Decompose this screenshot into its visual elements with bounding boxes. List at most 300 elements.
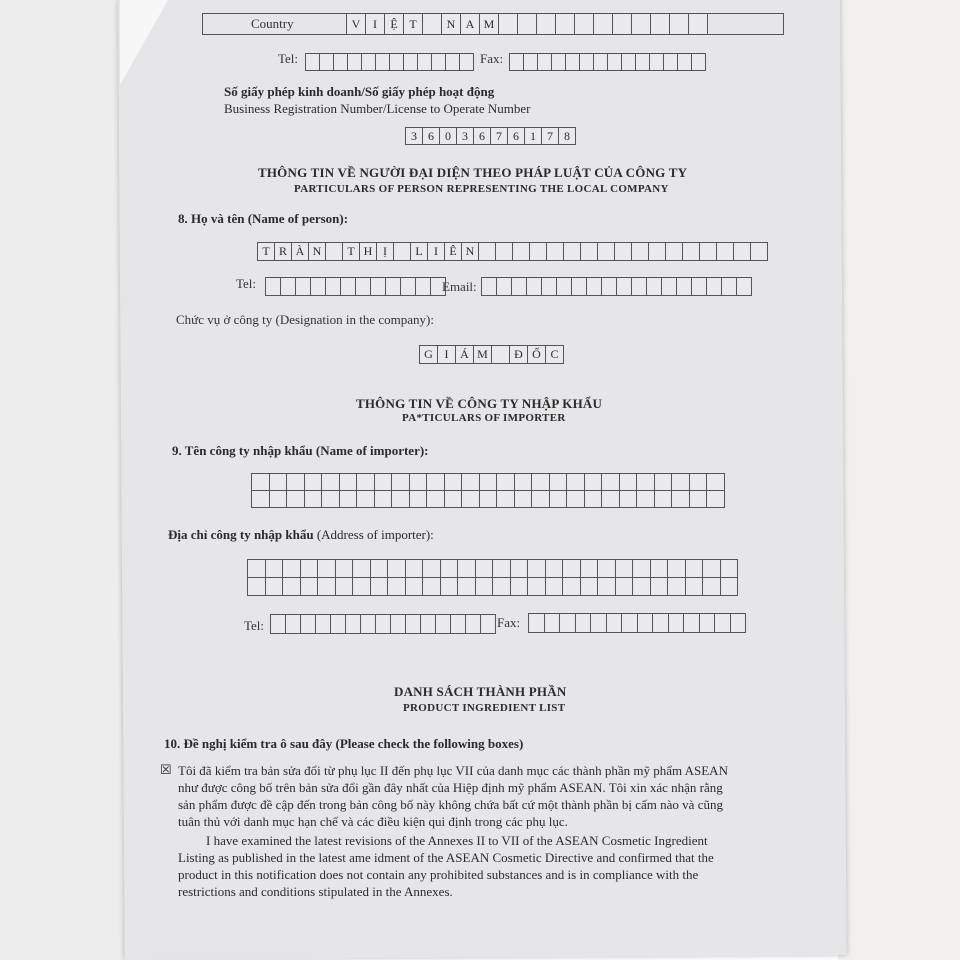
char-cell	[510, 577, 529, 596]
char-cell	[510, 559, 529, 578]
char-cell	[669, 13, 689, 35]
char-cell	[607, 53, 622, 71]
char-cell	[631, 242, 649, 261]
char-cell: I	[427, 242, 445, 261]
char-cell	[593, 53, 608, 71]
char-cell	[514, 473, 533, 491]
company-fax-cells[interactable]	[510, 53, 706, 71]
char-cell	[247, 559, 266, 578]
char-cell	[509, 53, 524, 71]
char-cell: 0	[439, 127, 457, 145]
char-cell	[475, 577, 494, 596]
char-cell	[269, 490, 288, 508]
char-cell: 6	[507, 127, 525, 145]
char-cell	[426, 473, 445, 491]
char-cell	[321, 490, 340, 508]
char-cell	[580, 577, 599, 596]
char-cell: 7	[490, 127, 508, 145]
grid-row	[252, 490, 725, 508]
char-cell	[671, 473, 690, 491]
char-cell: L	[410, 242, 428, 261]
license-label-vi: Số giấy phép kinh doanh/Số giấy phép hoạt động	[224, 84, 495, 99]
char-cell	[440, 559, 459, 578]
char-cell	[478, 242, 496, 261]
char-cell: 3	[405, 127, 423, 145]
char-cell	[636, 490, 655, 508]
char-cell	[251, 490, 270, 508]
char-cell: Ê	[444, 242, 462, 261]
char-cell	[685, 577, 704, 596]
char-cell	[420, 614, 436, 634]
declaration-line: restrictions and conditions stipulated in the Annexes.	[178, 884, 453, 899]
grid-row	[252, 473, 725, 491]
char-cell	[269, 473, 288, 491]
char-cell	[714, 613, 731, 633]
char-cell	[347, 53, 362, 71]
char-cell	[571, 277, 587, 296]
char-cell	[750, 242, 768, 261]
char-cell	[461, 473, 480, 491]
char-cell: T	[403, 13, 423, 35]
person-name-label: 8. Họ và tên (Name of person):	[178, 211, 349, 226]
char-cell: H	[359, 242, 377, 261]
char-cell	[512, 242, 530, 261]
char-cell	[335, 577, 354, 596]
char-cell: 7	[541, 127, 559, 145]
char-cell	[492, 577, 511, 596]
char-cell	[646, 277, 662, 296]
char-cell	[457, 577, 476, 596]
char-cell	[409, 473, 428, 491]
country-cells	[347, 13, 708, 35]
char-cell	[422, 13, 442, 35]
declaration-line: sản phẩm được đề cập đến trong bản công bố này không chứa bất cứ một thành phần bị cấm nào và cũng	[178, 797, 723, 812]
char-cell	[544, 613, 561, 633]
char-cell	[527, 577, 546, 596]
char-cell	[671, 490, 690, 508]
ingredient-checkbox[interactable]: ☒	[160, 762, 172, 777]
char-cell	[652, 613, 669, 633]
char-cell	[716, 242, 734, 261]
char-cell	[706, 490, 725, 508]
importer-heading-en: PA*TICULARS OF IMPORTER	[402, 412, 566, 424]
char-cell	[566, 490, 585, 508]
char-cell	[310, 277, 326, 296]
char-cell	[491, 345, 510, 364]
char-cell: M	[473, 345, 492, 364]
char-cell	[632, 559, 651, 578]
company-tel-cells[interactable]	[306, 53, 474, 71]
char-cell	[300, 614, 316, 634]
char-cell	[562, 559, 581, 578]
char-cell	[720, 559, 739, 578]
char-cell	[536, 13, 556, 35]
char-cell	[556, 277, 572, 296]
char-cell	[360, 614, 376, 634]
grid-row	[248, 577, 738, 596]
char-cell	[685, 559, 704, 578]
char-cell	[631, 277, 647, 296]
declaration-line: product in this notification does not contain any prohibited substances and is in compliance with the	[178, 867, 699, 882]
char-cell	[431, 53, 446, 71]
designation-label: Chức vụ ở công ty (Designation in the company):	[176, 312, 434, 327]
person-name-cells	[258, 242, 768, 261]
char-cell	[339, 473, 358, 491]
char-cell	[405, 577, 424, 596]
char-cell	[526, 277, 542, 296]
char-cell	[415, 277, 431, 296]
char-cell	[702, 577, 721, 596]
char-cell	[636, 473, 655, 491]
char-cell	[340, 277, 356, 296]
char-cell	[479, 490, 498, 508]
char-cell	[417, 53, 432, 71]
char-cell	[445, 53, 460, 71]
country-field	[202, 13, 784, 35]
char-cell	[352, 559, 371, 578]
char-cell	[586, 277, 602, 296]
char-cell	[706, 473, 725, 491]
char-cell	[444, 490, 463, 508]
char-cell	[667, 559, 686, 578]
char-cell	[426, 490, 445, 508]
char-cell	[265, 559, 284, 578]
char-cell	[691, 53, 706, 71]
char-cell	[496, 277, 512, 296]
license-label-en: Business Registration Number/License to Operate Number	[224, 101, 531, 116]
char-cell	[689, 490, 708, 508]
declaration-line: I have examined the latest revisions of the Annexes II to VII of the ASEAN Cosmetic Ingredient	[206, 833, 708, 848]
declaration-line: tuân thủ với danh mục hạn chế và các điều kiện qui định trong các phụ lục.	[178, 814, 568, 829]
representative-heading-en: PARTICULARS OF PERSON REPRESENTING THE LOCAL COMPANY	[294, 183, 669, 195]
char-cell	[559, 613, 576, 633]
char-cell	[631, 13, 651, 35]
char-cell	[601, 277, 617, 296]
char-cell	[333, 53, 348, 71]
char-cell: 6	[422, 127, 440, 145]
char-cell	[661, 277, 677, 296]
char-cell	[457, 559, 476, 578]
char-cell	[375, 53, 390, 71]
char-cell	[688, 13, 708, 35]
char-cell: I	[437, 345, 456, 364]
char-cell	[601, 490, 620, 508]
char-cell	[319, 53, 334, 71]
char-cell: I	[365, 13, 385, 35]
char-cell	[635, 53, 650, 71]
importer-tel-cells[interactable]	[271, 614, 496, 634]
char-cell	[619, 490, 638, 508]
char-cell	[352, 577, 371, 596]
importer-fax-cells[interactable]	[529, 613, 746, 633]
char-cell	[597, 559, 616, 578]
char-cell	[251, 473, 270, 491]
designation-cells	[420, 345, 564, 364]
char-cell	[475, 559, 494, 578]
char-cell	[545, 559, 564, 578]
char-cell	[265, 277, 281, 296]
char-cell	[480, 614, 496, 634]
char-cell	[374, 490, 393, 508]
char-cell	[375, 614, 391, 634]
char-cell	[335, 559, 354, 578]
char-cell	[304, 490, 323, 508]
char-cell	[496, 473, 515, 491]
char-cell	[370, 277, 386, 296]
char-cell	[699, 613, 716, 633]
char-cell	[545, 577, 564, 596]
char-cell	[612, 13, 632, 35]
char-cell	[435, 614, 451, 634]
char-cell: N	[441, 13, 461, 35]
char-cell	[580, 559, 599, 578]
char-cell	[689, 473, 708, 491]
char-cell	[282, 559, 301, 578]
char-cell	[619, 473, 638, 491]
char-cell	[565, 53, 580, 71]
char-cell	[511, 277, 527, 296]
char-cell	[546, 242, 564, 261]
char-cell	[691, 277, 707, 296]
char-cell	[549, 473, 568, 491]
char-cell	[562, 577, 581, 596]
representative-heading-vi: THÔNG TIN VỀ NGƯỜI ĐẠI DIỆN THEO PHÁP LUẬT CỦA CÔNG TY	[258, 165, 688, 180]
char-cell	[479, 473, 498, 491]
importer-fax-label: Fax:	[497, 615, 521, 630]
char-cell: Đ	[509, 345, 528, 364]
char-cell	[575, 613, 592, 633]
background-right	[838, 0, 960, 960]
char-cell	[481, 277, 497, 296]
char-cell	[601, 473, 620, 491]
char-cell	[702, 559, 721, 578]
char-cell	[527, 559, 546, 578]
char-cell	[574, 13, 594, 35]
char-cell	[409, 490, 428, 508]
char-cell	[597, 242, 615, 261]
importer-name-grid[interactable]	[252, 473, 725, 508]
char-cell	[580, 242, 598, 261]
char-cell	[549, 490, 568, 508]
char-cell	[450, 614, 466, 634]
char-cell	[405, 614, 421, 634]
char-cell	[405, 559, 424, 578]
char-cell: 6	[473, 127, 491, 145]
char-cell	[663, 53, 678, 71]
char-cell	[390, 614, 406, 634]
char-cell	[537, 53, 552, 71]
char-cell	[523, 53, 538, 71]
char-cell	[615, 559, 634, 578]
char-cell	[356, 490, 375, 508]
char-cell	[736, 277, 752, 296]
importer-address-label-bold: Địa chỉ công ty nhập khẩu	[168, 527, 314, 542]
grid-row	[248, 559, 738, 578]
char-cell	[465, 614, 481, 634]
char-cell	[247, 577, 266, 596]
char-cell: N	[308, 242, 326, 261]
char-cell	[315, 614, 331, 634]
char-cell	[668, 613, 685, 633]
char-cell	[286, 490, 305, 508]
char-cell	[650, 577, 669, 596]
char-cell	[391, 490, 410, 508]
char-cell	[621, 613, 638, 633]
char-cell	[440, 577, 459, 596]
declaration-line: Tôi đã kiểm tra bản sửa đổi từ phụ lục II đến phụ lục VII của danh mục các thành phần mỹ phẩm ASEAN	[178, 763, 728, 778]
char-cell	[606, 613, 623, 633]
char-cell: T	[257, 242, 275, 261]
declaration-vi	[178, 762, 818, 830]
char-cell: M	[479, 13, 499, 35]
char-cell: Ị	[376, 242, 394, 261]
char-cell	[616, 277, 632, 296]
country-label: Country	[251, 16, 294, 31]
char-cell	[665, 242, 683, 261]
char-cell	[566, 473, 585, 491]
char-cell	[682, 242, 700, 261]
char-cell: À	[291, 242, 309, 261]
char-cell	[615, 577, 634, 596]
char-cell	[387, 577, 406, 596]
char-cell	[286, 473, 305, 491]
char-cell	[391, 473, 410, 491]
char-cell	[385, 277, 401, 296]
char-cell	[374, 473, 393, 491]
char-cell	[400, 277, 416, 296]
person-tel-cells[interactable]	[266, 277, 446, 296]
char-cell	[654, 490, 673, 508]
person-email-label: Email:	[442, 279, 477, 294]
char-cell	[730, 613, 747, 633]
char-cell: G	[419, 345, 438, 364]
char-cell	[295, 277, 311, 296]
char-cell	[621, 53, 636, 71]
importer-name-label: 9. Tên công ty nhập khẩu (Name of importer):	[172, 443, 429, 458]
importer-tel-label: Tel:	[244, 618, 265, 633]
background-left	[0, 0, 125, 960]
license-number-cells	[406, 127, 576, 145]
importer-address-label-rest: (Address of importer):	[313, 527, 434, 542]
company-fax-label: Fax:	[480, 51, 504, 66]
char-cell	[422, 577, 441, 596]
char-cell	[461, 490, 480, 508]
char-cell	[496, 490, 515, 508]
char-cell	[517, 13, 537, 35]
char-cell: 8	[558, 127, 576, 145]
importer-heading-vi: THÔNG TIN VỀ CÔNG TY NHẬP KHẨU	[356, 396, 603, 411]
char-cell: C	[545, 345, 564, 364]
char-cell: Ệ	[384, 13, 404, 35]
char-cell	[720, 577, 739, 596]
char-cell	[677, 53, 692, 71]
person-email-cells[interactable]	[482, 277, 752, 296]
char-cell	[699, 242, 717, 261]
char-cell	[584, 490, 603, 508]
char-cell	[300, 559, 319, 578]
char-cell	[321, 473, 340, 491]
char-cell	[579, 53, 594, 71]
importer-address-grid[interactable]	[248, 559, 738, 596]
char-cell: 1	[524, 127, 542, 145]
char-cell	[389, 53, 404, 71]
char-cell	[370, 559, 389, 578]
char-cell	[637, 613, 654, 633]
char-cell	[528, 613, 545, 633]
char-cell	[649, 53, 664, 71]
char-cell	[387, 559, 406, 578]
ingredients-heading-en: PRODUCT INGREDIENT LIST	[403, 702, 566, 714]
char-cell	[706, 277, 722, 296]
company-tel-label: Tel:	[278, 51, 299, 66]
char-cell	[683, 613, 700, 633]
char-cell	[667, 577, 686, 596]
char-cell: 3	[456, 127, 474, 145]
char-cell	[270, 614, 286, 634]
char-cell	[325, 242, 343, 261]
char-cell	[495, 242, 513, 261]
check-boxes-label: 10. Đề nghị kiểm tra ô sau đây (Please check the following boxes)	[164, 736, 524, 751]
char-cell	[361, 53, 376, 71]
char-cell	[733, 242, 751, 261]
char-cell	[265, 577, 284, 596]
char-cell	[614, 242, 632, 261]
char-cell	[305, 53, 320, 71]
char-cell: A	[460, 13, 480, 35]
char-cell	[492, 559, 511, 578]
declaration-en	[178, 832, 818, 900]
char-cell	[541, 277, 557, 296]
char-cell: V	[346, 13, 366, 35]
char-cell	[593, 13, 613, 35]
char-cell	[285, 614, 301, 634]
char-cell	[531, 473, 550, 491]
importer-address-label	[168, 527, 434, 543]
char-cell	[370, 577, 389, 596]
char-cell	[650, 13, 670, 35]
char-cell	[648, 242, 666, 261]
char-cell	[444, 473, 463, 491]
char-cell	[304, 473, 323, 491]
char-cell	[529, 242, 547, 261]
char-cell	[514, 490, 533, 508]
char-cell	[403, 53, 418, 71]
char-cell: Á	[455, 345, 474, 364]
char-cell: N	[461, 242, 479, 261]
declaration-line: như được công bố trên bản sửa đổi gần đây nhất của Hiệp định mỹ phẩm ASEAN. Tôi xin xác nhận rằng	[178, 780, 723, 795]
char-cell	[654, 473, 673, 491]
person-tel-label: Tel:	[236, 276, 257, 291]
char-cell	[355, 277, 371, 296]
char-cell	[563, 242, 581, 261]
char-cell	[498, 13, 518, 35]
char-cell	[422, 559, 441, 578]
char-cell	[280, 277, 296, 296]
char-cell	[650, 559, 669, 578]
char-cell: R	[274, 242, 292, 261]
declaration-line: Listing as published in the latest ame idment of the ASEAN Cosmetic Directive and confirmed that the	[178, 850, 714, 865]
char-cell	[597, 577, 616, 596]
char-cell	[551, 53, 566, 71]
char-cell	[345, 614, 361, 634]
char-cell	[555, 13, 575, 35]
char-cell	[721, 277, 737, 296]
char-cell	[317, 559, 336, 578]
ingredients-heading-vi: DANH SÁCH THÀNH PHẦN	[394, 684, 567, 699]
char-cell	[339, 490, 358, 508]
char-cell: Ố	[527, 345, 546, 364]
char-cell	[393, 242, 411, 261]
